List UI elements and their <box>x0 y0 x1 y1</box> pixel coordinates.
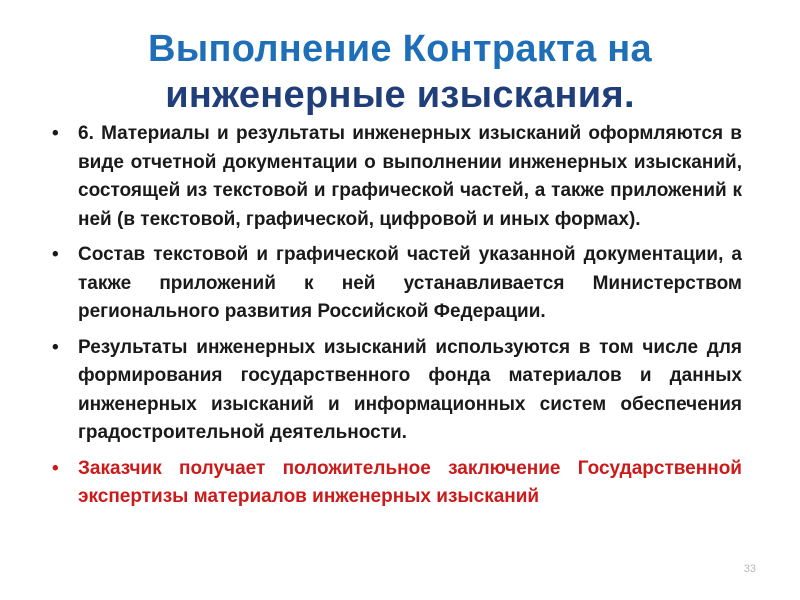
bullet-icon: • <box>52 244 59 265</box>
slide-title-line-1: Выполнение Контракта на <box>148 28 652 70</box>
bullet-text: Состав текстовой и графической частей указанной документации, а также приложений к ней устанавливается Министерством регионального развития Российской Федерации. <box>78 244 742 322</box>
bullet-list <box>52 120 742 519</box>
page-number: 33 <box>743 563 756 575</box>
slide-title <box>40 26 760 118</box>
bullet-icon: • <box>52 457 59 479</box>
bullet-text: Заказчик получает положительное заключение Государственной экспертизы материалов инженерных изысканий <box>78 457 742 507</box>
bullet-item-documentation-format <box>52 120 742 234</box>
bullet-item-composition <box>52 241 742 327</box>
bullet-text: Результаты инженерных изысканий используются в том числе для формирования государственного фонда материалов и данных инженерных изысканий и информационных систем обеспечения градостроительной деятельности. <box>78 336 742 443</box>
bullet-item-results-usage <box>52 334 742 448</box>
bullet-icon: • <box>52 123 59 144</box>
slide-title-line-2: инженерные изыскания. <box>165 74 635 116</box>
bullet-text: 6. Материалы и результаты инженерных изысканий оформляются в виде отчетной документации о выполнении инженерных изысканий, состоящей из текстовой и графической частей, а также приложений к ней (в текстовой, графической, цифровой и иных формах). <box>78 123 742 230</box>
bullet-icon: • <box>52 336 59 358</box>
bullet-item-expert-review <box>52 455 742 512</box>
